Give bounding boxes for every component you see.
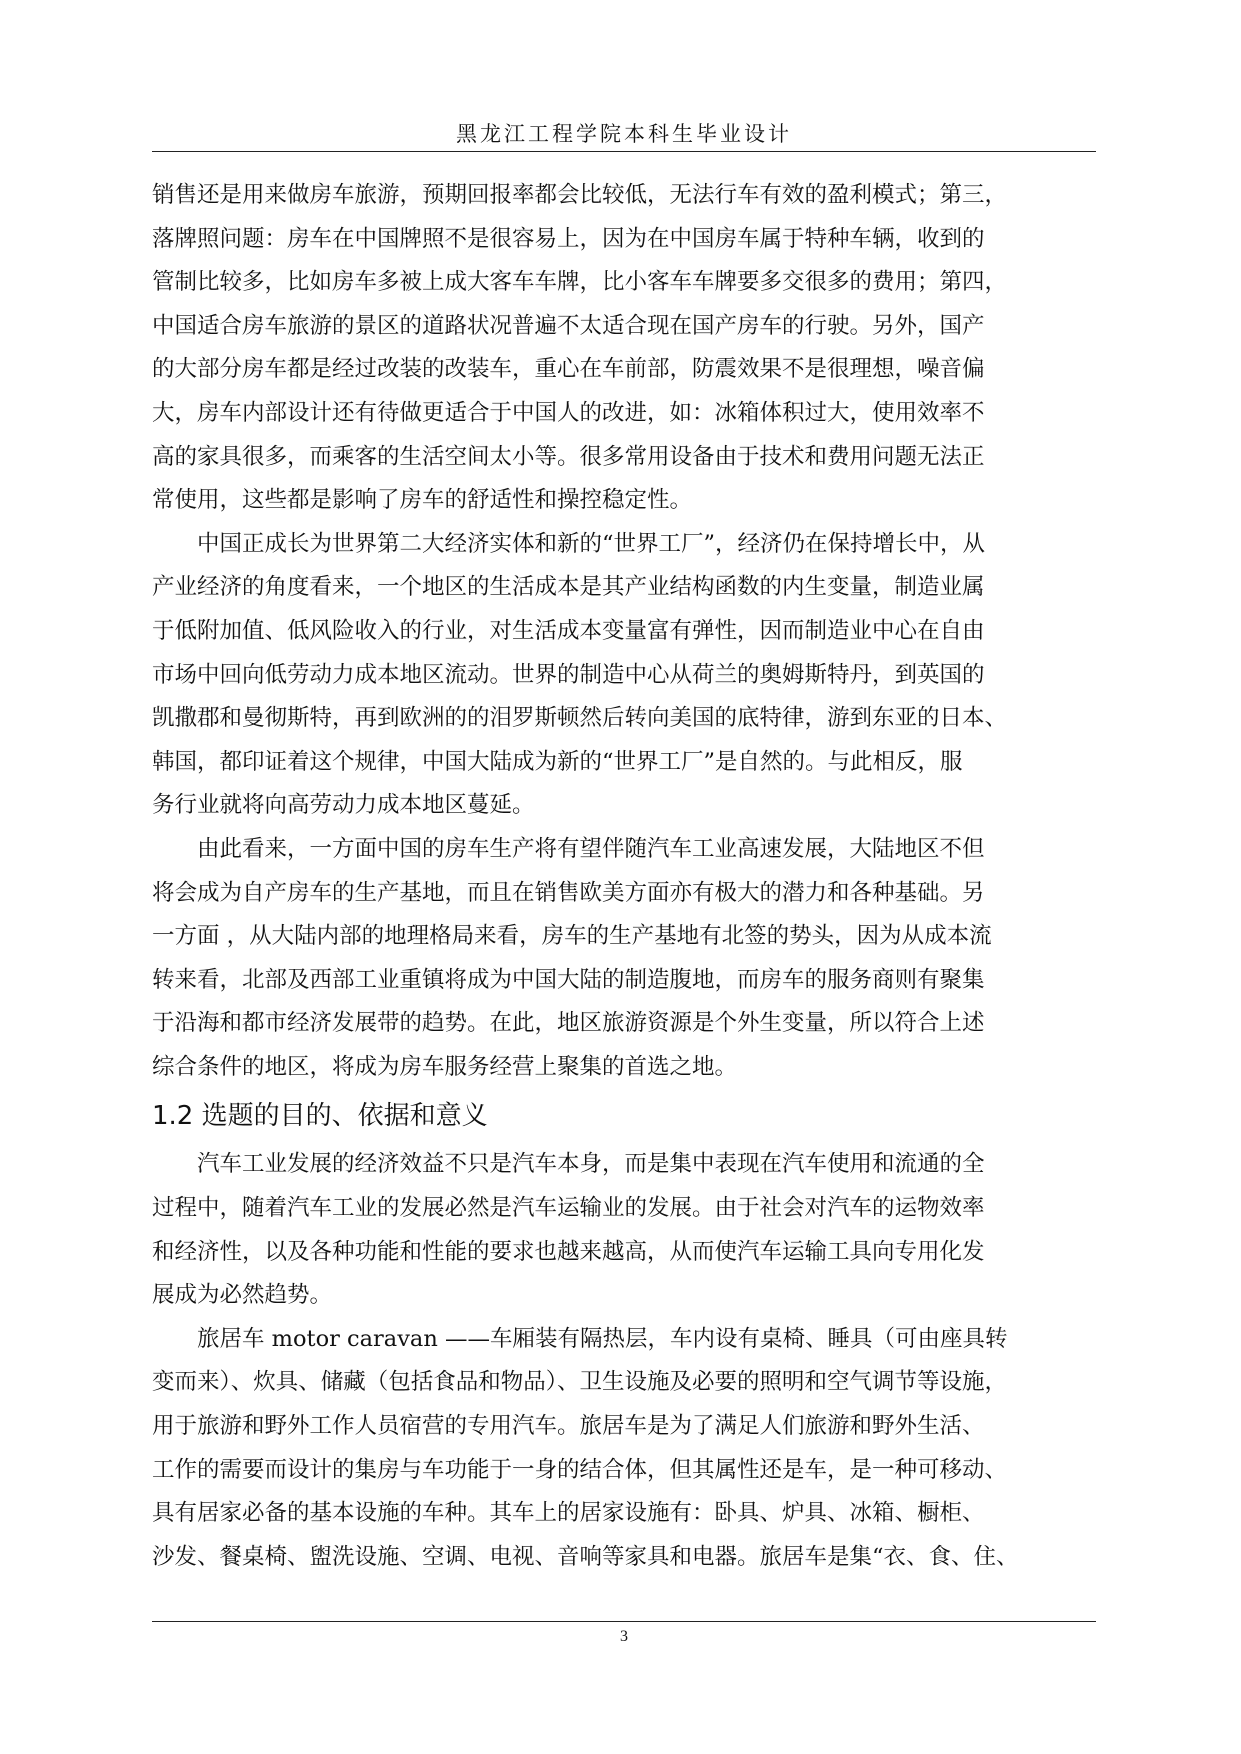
text-line: 于低附加值、低风险收入的行业，对生活成本变量富有弹性，因而制造业中心在自由 — [152, 617, 985, 644]
text-line: 和经济性，以及各种功能和性能的要求也越来越高，从而使汽车运输工具向专用化发 — [152, 1238, 985, 1265]
header-rule — [152, 151, 1096, 152]
text-line: 变而来）、炊具、储藏（包括食品和物品）、卫生设施及必要的照明和空气调节等设施， — [152, 1369, 1008, 1396]
text-line: 中国正成长为世界第二大经济实体和新的“世界工厂”，经济仍在保持增长中，从 — [152, 530, 986, 557]
text-line: 过程中，随着汽车工业的发展必然是汽车运输业的发展。由于社会对汽车的运物效率 — [152, 1195, 985, 1222]
text-line: 务行业就将向高劳动力成本地区蔓延。 — [152, 792, 535, 819]
text-line: 工作的需要而设计的集房与车功能于一身的结合体，但其属性还是车，是一种可移动、 — [152, 1456, 1008, 1483]
text-line: 具有居家必备的基本设施的车种。其车上的居家设施有：卧具、炉具、冰箱、橱柜、 — [152, 1500, 985, 1527]
section-heading: 1.2 选题的目的、依据和意义 — [152, 1101, 488, 1132]
text-line: 由此看来，一方面中国的房车生产将有望伴随汽车工业高速发展，大陆地区不但 — [152, 835, 985, 862]
text-line: 产业经济的角度看来，一个地区的生活成本是其产业结构函数的内生变量，制造业属 — [152, 574, 985, 601]
text-line: 大，房车内部设计还有待做更适合于中国人的改进，如：冰箱体积过大，使用效率不 — [152, 399, 985, 426]
text-line: 将会成为自产房车的生产基地，而且在销售欧美方面亦有极大的潜力和各种基础。另 — [152, 879, 985, 906]
text-line: 中国适合房车旅游的景区的道路状况普遍不太适合现在国产房车的行驶。另外，国产 — [152, 312, 985, 339]
text-line: 综合条件的地区，将成为房车服务经营上聚集的首选之地。 — [152, 1053, 738, 1080]
page-header: 黑龙江工程学院本科生毕业设计 — [456, 122, 792, 146]
text-line: 一方面 ，从大陆内部的地理格局来看，房车的生产基地有北签的势头，因为从成本流 — [152, 923, 992, 950]
text-line: 展成为必然趋势。 — [152, 1282, 333, 1309]
text-line: 汽车工业发展的经济效益不只是汽车本身，而是集中表现在汽车使用和流通的全 — [152, 1151, 985, 1178]
text-line: 于沿海和都市经济发展带的趋势。在此，地区旅游资源是个外生变量，所以符合上述 — [152, 1010, 985, 1037]
text-line: 韩国，都印证着这个规律，中国大陆成为新的“世界工厂”是自然的。与此相反，服 — [152, 748, 963, 775]
text-line: 旅居车 motor caravan ——车厢装有隔热层，车内设有桌椅、睡具（可由座具转 — [152, 1325, 1008, 1352]
text-line: 管制比较多，比如房车多被上成大客车车牌，比小客车车牌要多交很多的费用；第四， — [152, 269, 1008, 296]
text-line: 市场中回向低劳动力成本地区流动。世界的制造中心从荷兰的奥姆斯特丹，到英国的 — [152, 661, 985, 688]
text-line: 的大部分房车都是经过改装的改装车，重心在车前部，防震效果不是很理想，噪音偏 — [152, 356, 985, 383]
body-text — [152, 174, 1096, 1579]
text-line: 高的家具很多，而乘客的生活空间太小等。很多常用设备由于技术和费用问题无法正 — [152, 443, 985, 470]
text-line: 凯撒郡和曼彻斯特，再到欧洲的的泪罗斯顿然后转向美国的底特律，游到东亚的日本、 — [152, 705, 1008, 732]
text-line: 销售还是用来做房车旅游，预期回报率都会比较低，无法行车有效的盈利模式；第三， — [152, 182, 1008, 208]
text-line: 落牌照问题：房车在中国牌照不是很容易上，因为在中国房车属于特种车辆，收到的 — [152, 225, 985, 252]
text-line: 沙发、餐桌椅、盥洗设施、空调、电视、音响等家具和电器。旅居车是集“衣、食、住、 — [152, 1543, 1019, 1570]
text-line: 常使用，这些都是影响了房车的舒适性和操控稳定性。 — [152, 487, 693, 514]
text-line: 转来看，北部及西部工业重镇将成为中国大陆的制造腹地，而房车的服务商则有聚集 — [152, 966, 985, 993]
page-number: 3 — [620, 1628, 628, 1645]
footer-rule — [152, 1621, 1096, 1622]
text-line: 用于旅游和野外工作人员宿营的专用汽车。旅居车是为了满足人们旅游和野外生活、 — [152, 1413, 985, 1440]
